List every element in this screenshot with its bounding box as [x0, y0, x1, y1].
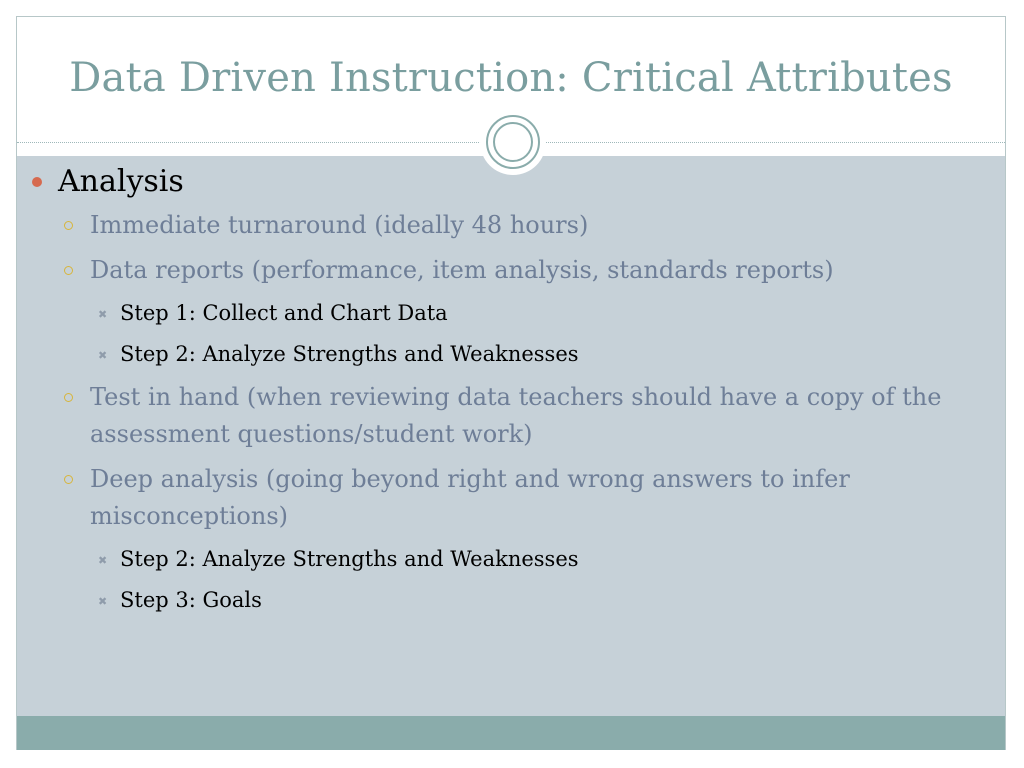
bullet-text: Step 2: Analyze Strengths and Weaknesses — [120, 342, 579, 366]
bullet-level2 — [30, 252, 965, 289]
bullet-text: Step 2: Analyze Strengths and Weaknesses — [120, 547, 579, 571]
cross-bullet-icon — [98, 544, 107, 577]
bullet-text: Step 1: Collect and Chart Data — [120, 301, 448, 325]
hollow-circle-bullet-icon — [64, 266, 73, 275]
bullet-list[interactable] — [30, 162, 975, 625]
bullet-level3 — [30, 297, 975, 330]
bullet-text: Analysis — [58, 164, 184, 199]
bullet-text: Deep analysis (going beyond right and wrong answers to infer misconceptions) — [90, 465, 850, 530]
bullet-text: Data reports (performance, item analysis, standards reports) — [90, 256, 834, 284]
bullet-text: Test in hand (when reviewing data teachers should have a copy of the assessment questions/student work) — [90, 383, 942, 448]
hollow-circle-bullet-icon — [64, 221, 73, 230]
cross-bullet-icon — [98, 298, 107, 331]
bullet-text: Step 3: Goals — [120, 588, 262, 612]
bullet-level2 — [30, 379, 965, 453]
bullet-text: Immediate turnaround (ideally 48 hours) — [90, 211, 589, 239]
cross-bullet-icon — [98, 585, 107, 618]
bullet-level2 — [30, 207, 965, 244]
hollow-circle-bullet-icon — [64, 475, 73, 484]
bullet-level1 — [30, 162, 975, 202]
footer-bar — [17, 716, 1005, 750]
cross-bullet-icon — [98, 339, 107, 372]
hollow-circle-bullet-icon — [64, 393, 73, 402]
bullet-level3 — [30, 543, 975, 576]
bullet-level3 — [30, 338, 975, 371]
bullet-level3 — [30, 584, 975, 617]
bullet-level2 — [30, 461, 965, 535]
slide-title[interactable]: Data Driven Instruction: Critical Attributes — [69, 55, 953, 101]
separator-ring-outer — [486, 115, 540, 169]
filled-circle-bullet-icon — [32, 177, 42, 187]
separator-ring-inner — [493, 122, 533, 162]
